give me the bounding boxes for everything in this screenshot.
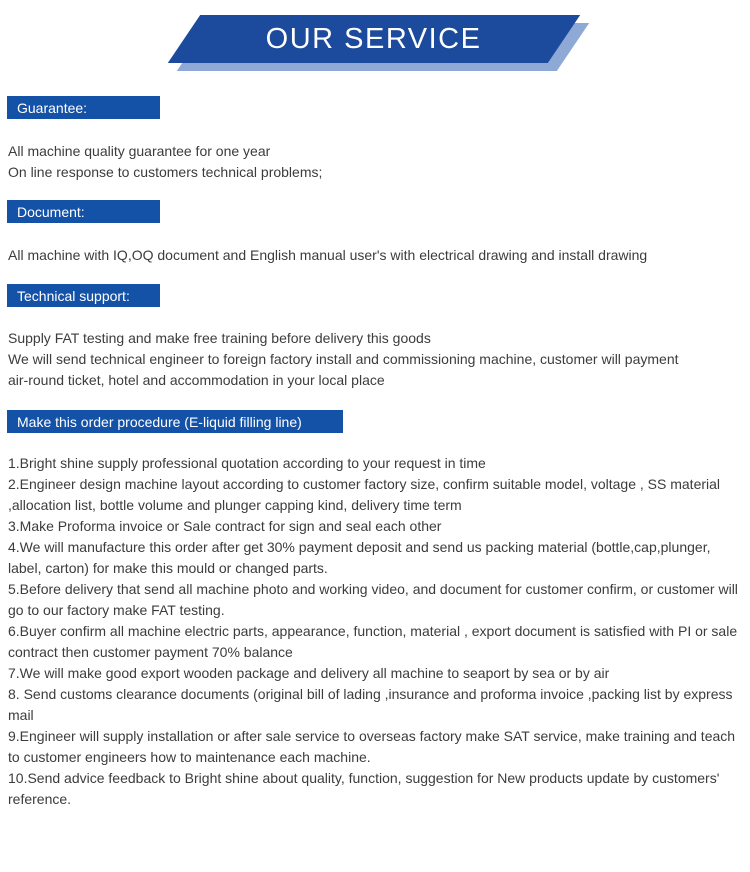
text-line: All machine with IQ,OQ document and English manual user's with electrical drawing and install drawing (8, 247, 648, 263)
guarantee-body (0, 141, 750, 183)
banner-title: OUR SERVICE (266, 22, 482, 55)
document-label: Document: (17, 203, 85, 220)
text-line: ,allocation list, bottle volume and plunger capping kind, delivery time term (8, 497, 462, 513)
text-line: 1.Bright shine supply professional quotation according to your request in time (8, 455, 486, 471)
guarantee-label-bar (7, 96, 160, 119)
text-line: 10.Send advice feedback to Bright shine about quality, function, suggestion for New products update by customers' (8, 770, 720, 786)
text-line: reference. (8, 791, 72, 807)
text-line: Supply FAT testing and make free training before delivery this goods (8, 330, 431, 346)
text-line: We will send technical engineer to foreign factory install and commissioning machine, customer will payment (8, 351, 679, 367)
text-line: 6.Buyer confirm all machine electric parts, appearance, function, material , export document is satisfied with PI or sale (8, 623, 738, 639)
service-content (0, 96, 750, 810)
document-label-bar (7, 200, 160, 223)
text-line: mail (8, 707, 34, 723)
section-document (0, 200, 750, 266)
text-line: air-round ticket, hotel and accommodation in your local place (8, 372, 385, 388)
section-guarantee (0, 96, 750, 183)
document-body (0, 245, 750, 266)
guarantee-label: Guarantee: (17, 99, 88, 116)
technical-support-body (0, 328, 750, 391)
technical-support-label: Technical support: (17, 287, 130, 304)
order-procedure-label: Make this order procedure (E-liquid filling line) (17, 413, 302, 430)
text-line: 2.Engineer design machine layout according to customer factory size, confirm suitable model, voltage , SS material (8, 476, 721, 492)
our-service-banner (0, 15, 750, 71)
text-line: 7.We will make good export wooden package and delivery all machine to seaport by sea or by air (8, 665, 610, 681)
section-technical-support (0, 284, 750, 391)
section-order-procedure (0, 410, 750, 810)
text-line: All machine quality guarantee for one year (8, 143, 271, 159)
text-line: to customer engineers how to maintenance each machine. (8, 749, 371, 765)
text-line: go to our factory make FAT testing. (8, 602, 225, 618)
technical-support-label-bar (7, 284, 160, 307)
text-line: label, carton) for make this mould or changed parts. (8, 560, 328, 576)
text-line: 8. Send customs clearance documents (original bill of lading ,insurance and proforma invoice ,packing list by express (8, 686, 733, 702)
text-line: 9.Engineer will supply installation or after sale service to overseas factory make SAT service, make training and teach (8, 728, 736, 744)
text-line: 3.Make Proforma invoice or Sale contract for sign and seal each other (8, 518, 442, 534)
text-line: 5.Before delivery that send all machine photo and working video, and document for customer confirm, or customer will (8, 581, 738, 597)
order-procedure-body (0, 453, 750, 810)
text-line: 4.We will manufacture this order after get 30% payment deposit and send us packing material (bottle,cap,plunger, (8, 539, 711, 555)
text-line: contract then customer payment 70% balance (8, 644, 293, 660)
order-procedure-label-bar (7, 410, 343, 433)
text-line: On line response to customers technical problems; (8, 164, 323, 180)
banner-plate (168, 15, 580, 63)
